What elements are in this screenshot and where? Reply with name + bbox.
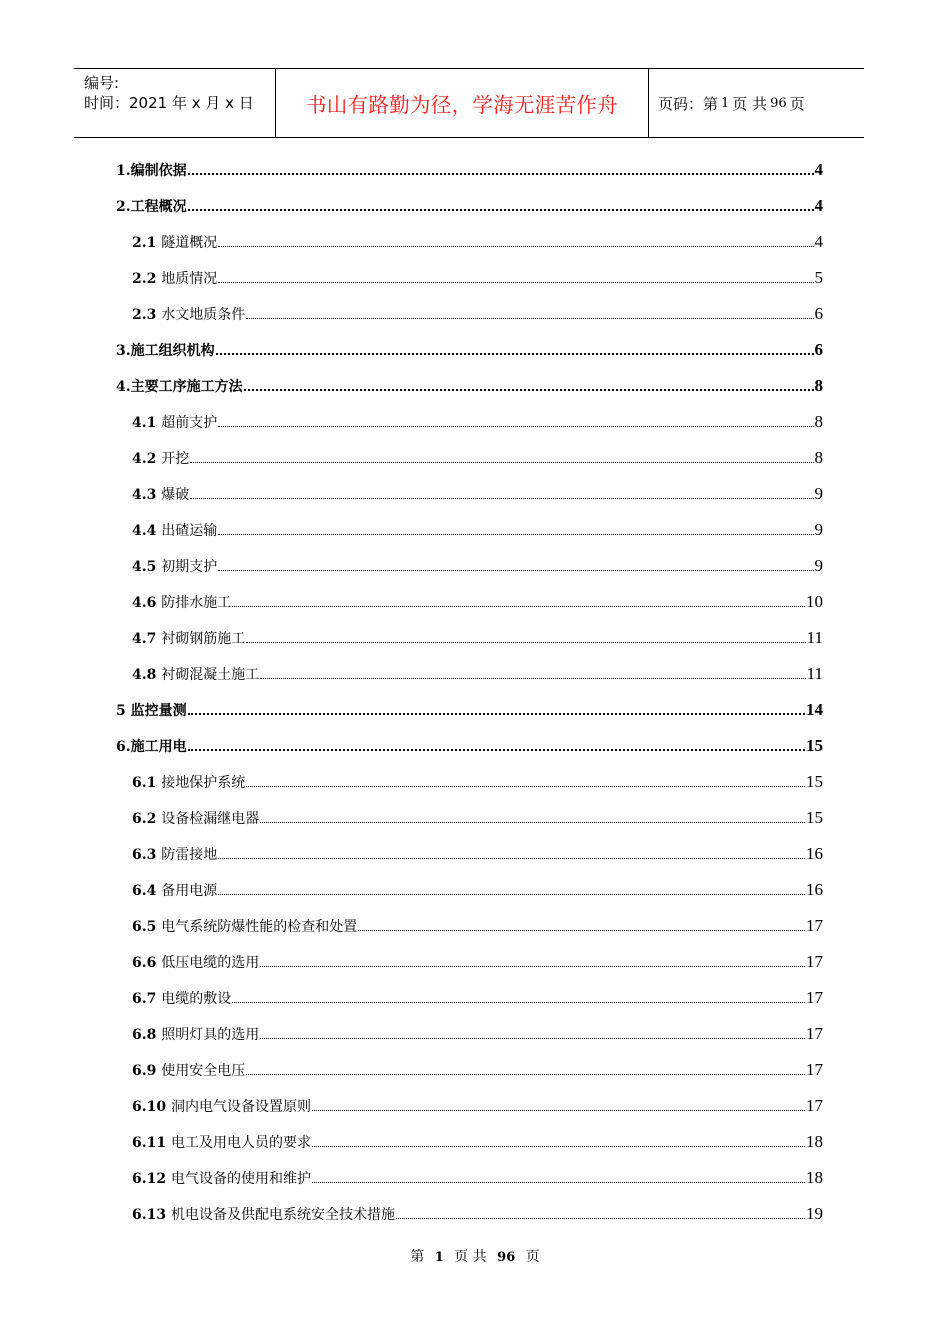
toc-entry-number: 6.9: [132, 1063, 162, 1079]
toc-entry-page: 19: [806, 1204, 823, 1223]
toc-entry-title: 低压电缆的选用: [161, 955, 260, 971]
toc-entry-line: [132, 484, 823, 504]
toc-entry-number: 5: [116, 703, 131, 719]
toc-entry-number: 6.12: [132, 1171, 171, 1187]
toc-entry-page: 14: [806, 700, 823, 719]
toc-entry-number: 4.2: [132, 451, 162, 467]
toc-entry-title: 洞内电气设备设置原则: [170, 1099, 311, 1115]
toc-dot-leader: [218, 858, 805, 859]
toc-entry-label: [132, 484, 189, 504]
toc-entry-line: [132, 448, 823, 468]
toc-entry-label: [132, 628, 245, 648]
toc-entry-label: [132, 880, 217, 900]
toc-entry-number: 4.7: [132, 631, 162, 647]
toc-dot-leader: [260, 1038, 805, 1039]
toc-entry-title: 监控量测: [130, 703, 187, 719]
toc-entry-title: 施工组织机构: [130, 343, 215, 359]
toc-entry-line: [132, 1060, 823, 1080]
toc-entry-line: [116, 340, 823, 360]
toc-entry-label: [132, 592, 231, 612]
toc-entry-page: 17: [806, 1060, 823, 1079]
toc-entry-label: [132, 412, 217, 432]
toc-entry-title: 电气设备的使用和维护: [170, 1171, 311, 1187]
toc-entry-line: [132, 556, 823, 576]
toc-dot-leader: [218, 426, 813, 427]
toc-entry-number: 6.8: [132, 1027, 162, 1043]
toc-dot-leader: [188, 209, 814, 211]
toc-entry-label: [116, 196, 187, 216]
header-motto: 书山有路勤为径，学海无涯苦作舟: [306, 93, 618, 117]
toc-entry-title: 电缆的敷设: [161, 991, 232, 1007]
toc-entry[interactable]: [0, 296, 950, 332]
toc-entry-number: 6.: [116, 739, 131, 755]
toc-entry-title: 主要工序施工方法: [130, 379, 243, 395]
toc-entry[interactable]: [0, 1124, 950, 1160]
toc-entry[interactable]: [0, 1160, 950, 1196]
toc-entry-number: 6.5: [132, 919, 162, 935]
header-page-mid: 页 共: [732, 94, 768, 113]
toc-entry-line: [132, 304, 823, 324]
toc-entry-page: 4: [814, 160, 823, 179]
toc-entry-line: [132, 592, 823, 612]
toc-dot-leader: [232, 606, 805, 607]
toc-entry-line: [116, 376, 823, 396]
toc-entry[interactable]: [0, 548, 950, 584]
toc-entry-page: 17: [806, 1024, 823, 1043]
toc-entry-line: [132, 880, 823, 900]
toc-dot-leader: [312, 1182, 805, 1183]
toc-entry-line: [116, 160, 823, 180]
toc-entry-number: 6.1: [132, 775, 162, 791]
toc-entry[interactable]: [0, 980, 950, 1016]
toc-entry-line: [132, 520, 823, 540]
header-page-indicator: [649, 69, 864, 137]
toc-entry-title: 出碴运输: [161, 523, 218, 539]
toc-entry-page: 9: [814, 556, 823, 575]
toc-entry[interactable]: [0, 872, 950, 908]
toc-dot-leader: [260, 822, 805, 823]
toc-entry[interactable]: [0, 404, 950, 440]
footer-prefix: 第: [410, 1249, 425, 1265]
toc-entry[interactable]: [0, 836, 950, 872]
toc-entry-line: [116, 736, 823, 756]
toc-entry-title: 编制依据: [130, 163, 187, 179]
toc-entry-title: 超前支护: [161, 415, 218, 431]
document-number-label: 编号:: [84, 74, 120, 92]
toc-entry-title: 地质情况: [161, 271, 218, 287]
toc-entry-number: 4.5: [132, 559, 162, 575]
toc-entry-title: 电工及用电人员的要求: [170, 1135, 311, 1151]
toc-entry-page: 15: [806, 736, 823, 755]
toc-entry[interactable]: [0, 656, 950, 692]
toc-entry-page: 9: [814, 484, 823, 503]
toc-entry-title: 衬砌混凝土施工: [161, 667, 260, 683]
toc-entry-page: 8: [814, 448, 823, 467]
toc-entry-line: [132, 988, 823, 1008]
toc-entry-number: 3.: [116, 343, 131, 359]
page-header: [74, 68, 864, 138]
toc-entry-number: 2.2: [132, 271, 162, 287]
document-time-label: 时间：2021 年 x 月 x 日: [84, 94, 254, 112]
toc-entry[interactable]: [0, 944, 950, 980]
toc-entry-page: 11: [806, 628, 823, 647]
toc-entry-line: [132, 1132, 823, 1152]
toc-entry[interactable]: [0, 728, 950, 764]
toc-entry-number: 4.8: [132, 667, 162, 683]
toc-entry-page: 4: [814, 196, 823, 215]
toc-entry-title: 爆破: [161, 487, 190, 503]
header-page-total: 96: [770, 95, 787, 111]
toc-entry-label: [132, 520, 217, 540]
toc-entry[interactable]: [0, 764, 950, 800]
toc-entry-label: [116, 160, 187, 180]
toc-entry-page: 6: [814, 340, 823, 359]
toc-entry[interactable]: [0, 800, 950, 836]
toc-entry-page: 15: [806, 808, 823, 827]
toc-entry-label: [132, 988, 231, 1008]
toc-dot-leader: [260, 966, 805, 967]
toc-entry-page: 15: [806, 772, 823, 791]
toc-entry-page: 5: [814, 268, 823, 287]
toc-entry-page: 16: [806, 844, 823, 863]
toc-entry-label: [132, 556, 217, 576]
toc-dot-leader: [188, 173, 814, 175]
toc-entry-page: 9: [814, 520, 823, 539]
toc-entry-number: 2.1: [132, 235, 162, 251]
toc-entry-label: [132, 232, 217, 252]
toc-entry-number: 6.2: [132, 811, 162, 827]
toc-entry-number: 4.3: [132, 487, 162, 503]
toc-dot-leader: [358, 930, 805, 931]
toc-dot-leader: [218, 894, 805, 895]
toc-entry[interactable]: [0, 1196, 950, 1232]
toc-entry-line: [132, 1096, 823, 1116]
footer-mid: 页 共: [454, 1249, 487, 1265]
toc-entry-number: 4.4: [132, 523, 162, 539]
toc-entry-label: [116, 376, 243, 396]
toc-entry-line: [132, 952, 823, 972]
toc-entry-number: 6.11: [132, 1135, 171, 1151]
toc-entry-label: [132, 1024, 259, 1044]
toc-entry-number: 6.6: [132, 955, 162, 971]
toc-entry-page: 11: [806, 664, 823, 683]
toc-entry[interactable]: [0, 476, 950, 512]
header-page-prefix: 页码：第: [658, 94, 719, 113]
footer-page-total: 96: [497, 1250, 516, 1265]
toc-entry-label: [132, 448, 189, 468]
toc-entry-number: 4.1: [132, 415, 162, 431]
toc-entry-page: 8: [814, 412, 823, 431]
toc-dot-leader: [312, 1146, 805, 1147]
toc-entry[interactable]: [0, 440, 950, 476]
toc-entry-line: [132, 664, 823, 684]
toc-dot-leader: [246, 786, 805, 787]
toc-entry-page: 18: [806, 1168, 823, 1187]
toc-entry-page: 10: [806, 592, 823, 611]
header-meta: [74, 69, 275, 137]
toc-entry-title: 水文地质条件: [161, 307, 246, 323]
toc-dot-leader: [188, 713, 805, 715]
header-page-suffix: 页: [789, 94, 805, 113]
toc-entry-line: [132, 1204, 823, 1224]
toc-entry-page: 17: [806, 952, 823, 971]
table-of-contents: [0, 152, 950, 1232]
toc-entry-number: 1.: [116, 163, 131, 179]
page-footer: [0, 1246, 950, 1266]
toc-dot-leader: [244, 389, 814, 391]
toc-entry-line: [132, 772, 823, 792]
toc-entry-label: [116, 700, 187, 720]
toc-entry-label: [116, 736, 187, 756]
toc-entry-label: [132, 268, 217, 288]
toc-entry-label: [132, 952, 259, 972]
toc-entry[interactable]: [0, 260, 950, 296]
toc-entry-label: [132, 1168, 311, 1188]
toc-dot-leader: [190, 498, 813, 499]
toc-entry[interactable]: [0, 368, 950, 404]
toc-entry-line: [132, 916, 823, 936]
toc-dot-leader: [232, 1002, 805, 1003]
footer-suffix: 页: [525, 1249, 540, 1265]
toc-dot-leader: [246, 642, 805, 643]
toc-entry-title: 防雷接地: [161, 847, 218, 863]
toc-entry-title: 工程概况: [130, 199, 187, 215]
toc-entry-line: [132, 808, 823, 828]
toc-entry-line: [132, 268, 823, 288]
toc-entry-line: [132, 844, 823, 864]
toc-entry-title: 设备检漏继电器: [161, 811, 260, 827]
toc-entry-title: 备用电源: [161, 883, 218, 899]
toc-dot-leader: [218, 246, 813, 247]
toc-entry-line: [132, 628, 823, 648]
toc-entry-title: 机电设备及供配电系统安全技术措施: [170, 1207, 395, 1223]
toc-entry[interactable]: [0, 1088, 950, 1124]
toc-entry-line: [116, 196, 823, 216]
toc-entry[interactable]: [0, 1016, 950, 1052]
toc-entry-label: [132, 916, 357, 936]
toc-entry-label: [132, 844, 217, 864]
toc-dot-leader: [246, 1074, 805, 1075]
toc-entry[interactable]: [0, 1052, 950, 1088]
toc-entry-page: 17: [806, 988, 823, 1007]
toc-entry[interactable]: [0, 692, 950, 728]
header-page-current: 1: [721, 95, 730, 111]
toc-dot-leader: [188, 749, 805, 751]
toc-entry-title: 防排水施工: [161, 595, 232, 611]
toc-entry-number: 6.13: [132, 1207, 171, 1223]
toc-entry-line: [116, 700, 823, 720]
toc-entry-title: 衬砌钢筋施工: [161, 631, 246, 647]
toc-entry-number: 6.3: [132, 847, 162, 863]
toc-entry-page: 17: [806, 1096, 823, 1115]
toc-entry-number: 2.3: [132, 307, 162, 323]
toc-entry-label: [132, 808, 259, 828]
toc-entry[interactable]: [0, 620, 950, 656]
toc-dot-leader: [218, 570, 813, 571]
toc-entry[interactable]: [0, 188, 950, 224]
toc-entry-page: 17: [806, 916, 823, 935]
toc-entry-title: 照明灯具的选用: [161, 1027, 260, 1043]
toc-entry[interactable]: [0, 224, 950, 260]
toc-entry-title: 电气系统防爆性能的检查和处置: [161, 919, 358, 935]
toc-entry-label: [132, 1132, 311, 1152]
toc-entry-title: 初期支护: [161, 559, 218, 575]
toc-entry-label: [132, 304, 245, 324]
toc-entry-label: [132, 772, 245, 792]
toc-entry-title: 开挖: [161, 451, 190, 467]
toc-dot-leader: [260, 678, 805, 679]
toc-entry-title: 使用安全电压: [161, 1063, 246, 1079]
toc-entry-title: 隧道概况: [161, 235, 218, 251]
toc-entry[interactable]: [0, 908, 950, 944]
toc-entry-page: 16: [806, 880, 823, 899]
toc-entry[interactable]: [0, 332, 950, 368]
toc-entry-label: [132, 1204, 395, 1224]
toc-entry-number: 4.: [116, 379, 131, 395]
toc-entry-number: 6.4: [132, 883, 162, 899]
toc-dot-leader: [218, 534, 813, 535]
toc-entry-number: 4.6: [132, 595, 162, 611]
toc-dot-leader: [396, 1218, 805, 1219]
footer-page-current: 1: [434, 1250, 444, 1265]
toc-entry-page: 4: [814, 232, 823, 251]
toc-dot-leader: [246, 318, 813, 319]
toc-entry-line: [132, 1024, 823, 1044]
toc-entry-number: 6.10: [132, 1099, 171, 1115]
toc-entry-number: 2.: [116, 199, 131, 215]
toc-dot-leader: [312, 1110, 805, 1111]
toc-dot-leader: [216, 353, 814, 355]
toc-entry-number: 6.7: [132, 991, 162, 1007]
header-motto-cell: [275, 69, 649, 137]
toc-entry-line: [132, 232, 823, 252]
toc-dot-leader: [218, 282, 813, 283]
toc-entry[interactable]: [0, 152, 950, 188]
toc-entry-label: [132, 1060, 245, 1080]
toc-entry-page: 6: [814, 304, 823, 323]
toc-entry-label: [132, 664, 259, 684]
toc-entry-label: [132, 1096, 311, 1116]
toc-dot-leader: [190, 462, 813, 463]
toc-entry-line: [132, 1168, 823, 1188]
toc-entry[interactable]: [0, 584, 950, 620]
toc-entry-line: [132, 412, 823, 432]
toc-entry-title: 施工用电: [130, 739, 187, 755]
toc-entry-title: 接地保护系统: [161, 775, 246, 791]
toc-entry[interactable]: [0, 512, 950, 548]
toc-entry-page: 18: [806, 1132, 823, 1151]
toc-entry-label: [116, 340, 215, 360]
toc-entry-page: 8: [814, 376, 823, 395]
